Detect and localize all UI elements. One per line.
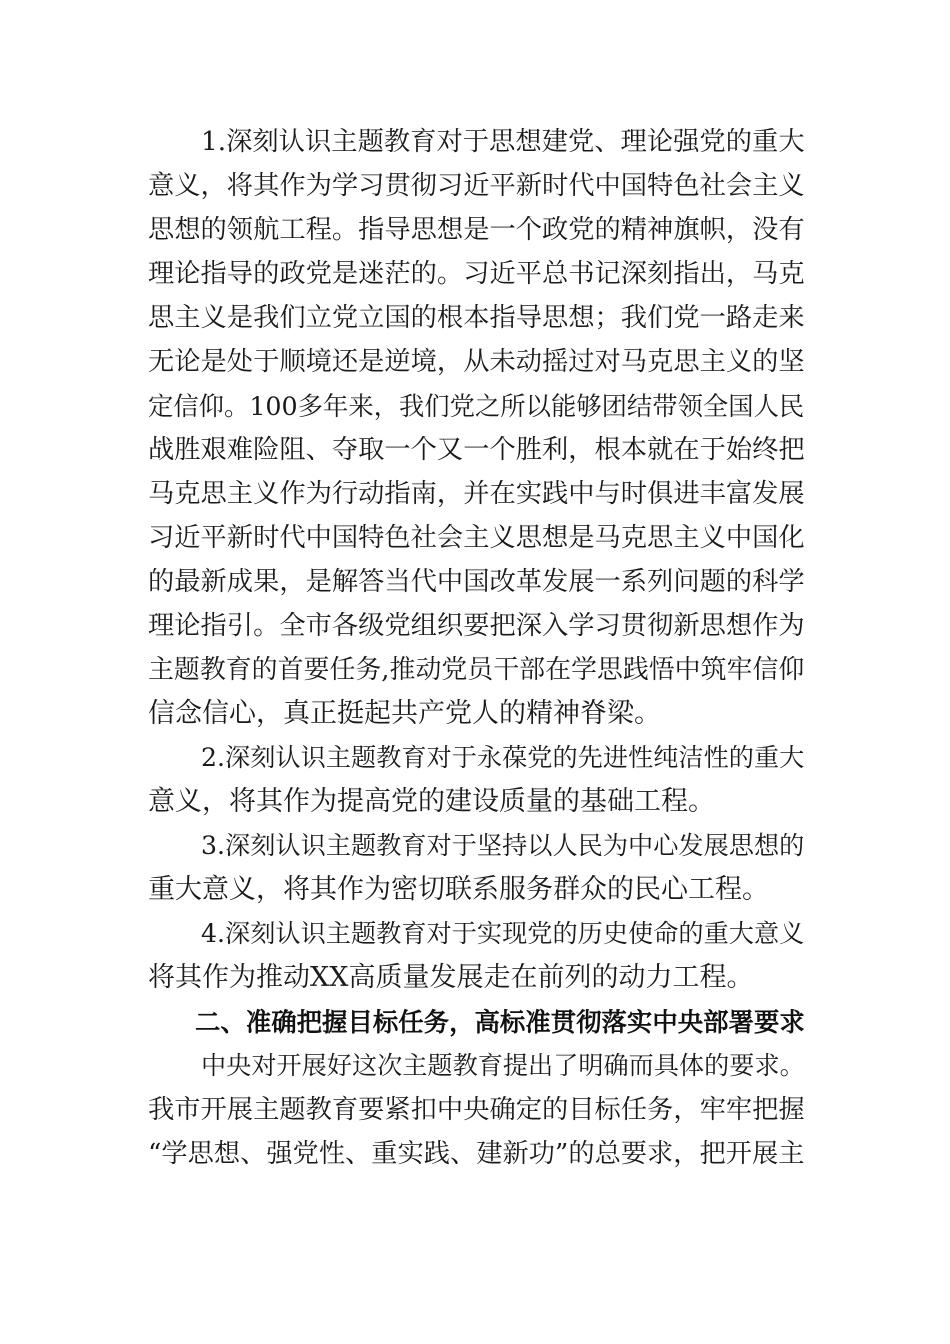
paragraph-1-line-6: 无论是处于顺境还是逆境，从未动摇过对马克思主义的坚	[148, 347, 805, 377]
paragraph-1-line-9: 马克思主义作为行动指南，并在实践中与时俱进丰富发展	[148, 479, 805, 509]
section-heading: 二、准确把握目标任务，高标准贯彻落实中央部署要求	[195, 1007, 805, 1037]
paragraph-1-line-8: 战胜艰难险阻、夺取一个又一个胜利，根本就在于始终把	[148, 435, 805, 465]
paragraph-5-line-1: 中央对开展好这次主题教育提出了明确而具体的要求。	[201, 1051, 805, 1080]
paragraph-1-line-10: 习近平新时代中国特色社会主义思想是马克思主义中国化	[148, 523, 805, 553]
paragraph-2-line-2: 意义，将其作为提高党的建设质量的基础工程。	[148, 786, 715, 817]
paragraph-4-line-1: 4.深刻认识主题教育对于实现党的历史使命的重大意义	[201, 919, 805, 948]
paragraph-1-line-7: 定信仰。100多年来，我们党之所以能够团结带领全国人民	[148, 391, 805, 421]
paragraph-5-line-2: 我市开展主题教育要紧扣中央确定的目标任务，牢牢把握	[148, 1095, 805, 1125]
paragraph-1-line-1: 1.深刻认识主题教育对于思想建党、理论强党的重大	[201, 127, 805, 157]
paragraph-1-line-12: 理论指引。全市各级党组织要把深入学习贯彻新思想作为	[148, 611, 805, 641]
paragraph-1-line-2: 意义，将其作为学习贯彻习近平新时代中国特色社会主义	[148, 171, 805, 201]
paragraph-2-line-1: 2.深刻认识主题教育对于永葆党的先进性纯洁性的重大	[201, 743, 805, 772]
paragraph-3-line-2: 重大意义，将其作为密切联系服务群众的民心工程。	[148, 874, 769, 905]
paragraph-1-line-3: 思想的领航工程。指导思想是一个政党的精神旗帜，没有	[148, 215, 805, 245]
paragraph-1-line-11: 的最新成果，是解答当代中国改革发展一系列问题的科学	[148, 567, 805, 597]
paragraph-4-line-2: 将其作为推动XX高质量发展走在前列的动力工程。	[148, 962, 754, 993]
paragraph-1-line-14: 信念信心，真正挺起共产党人的精神脊梁。	[148, 698, 661, 729]
paragraph-1-line-5: 思主义是我们立党立国的根本指导思想；我们党一路走来	[148, 303, 805, 333]
paragraph-1-line-13: 主题教育的首要任务,推动党员干部在学思践悟中筑牢信仰	[148, 655, 805, 685]
paragraph-1-line-4: 理论指导的政党是迷茫的。习近平总书记深刻指出，马克	[148, 259, 805, 289]
paragraph-3-line-1: 3.深刻认识主题教育对于坚持以人民为中心发展思想的	[201, 831, 805, 860]
paragraph-5-line-3: “学思想、强党性、重实践、建新功”的总要求，把开展主	[148, 1139, 805, 1169]
